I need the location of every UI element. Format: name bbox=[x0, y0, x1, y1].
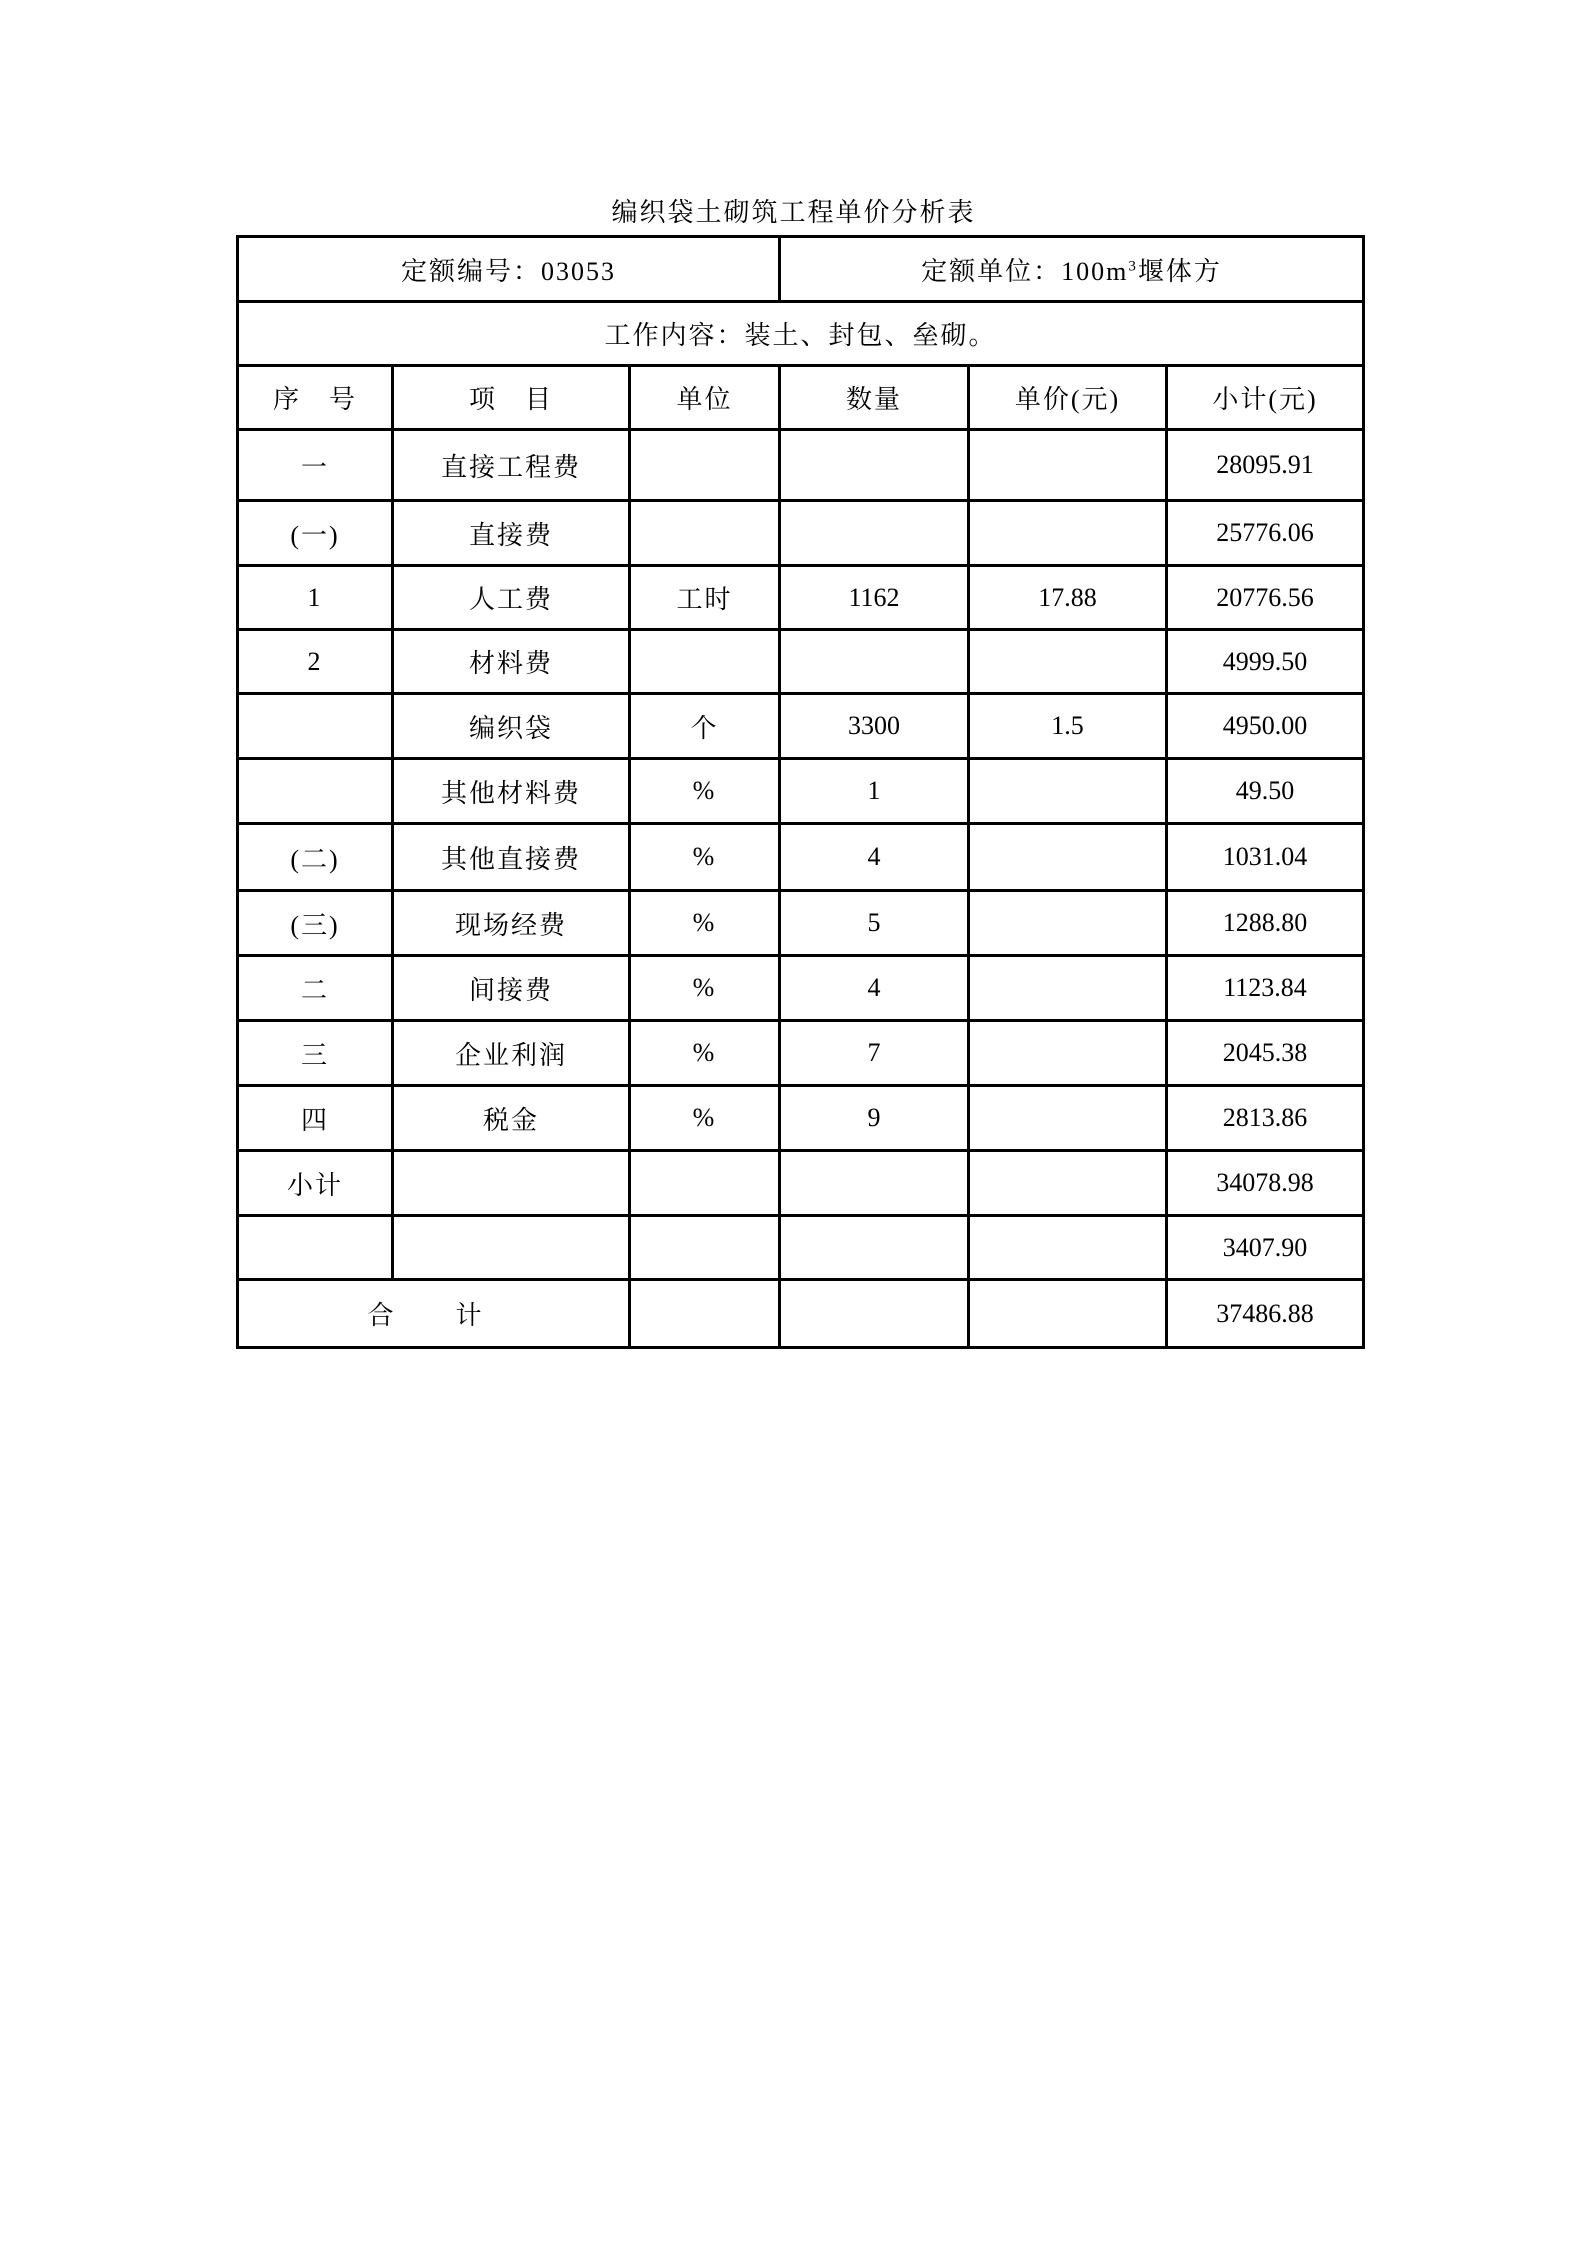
table-row bbox=[238, 824, 1364, 891]
cell-price bbox=[969, 1086, 1167, 1151]
cell-subtotal: 1288.80 bbox=[1167, 891, 1364, 956]
cell-unit: % bbox=[630, 891, 780, 956]
cell-item: 人工费 bbox=[393, 566, 630, 630]
quota-header-row bbox=[238, 237, 1364, 302]
total-unit bbox=[630, 1280, 780, 1348]
cell-seq: (二) bbox=[238, 824, 393, 891]
column-header-price: 单价(元) bbox=[969, 366, 1167, 430]
work-content-cell: 工作内容：装土、封包、垒砌。 bbox=[238, 302, 1364, 366]
cell-item: 其他直接费 bbox=[393, 824, 630, 891]
cell-seq: (一) bbox=[238, 501, 393, 566]
cell-unit: 工时 bbox=[630, 566, 780, 630]
cell-item: 企业利润 bbox=[393, 1021, 630, 1086]
table-row bbox=[238, 759, 1364, 824]
cell-unit: % bbox=[630, 956, 780, 1021]
cell-item: 其他材料费 bbox=[393, 759, 630, 824]
cell-seq bbox=[238, 1216, 393, 1280]
column-header-item: 项 目 bbox=[393, 366, 630, 430]
cell-qty: 4 bbox=[780, 956, 969, 1021]
table-row bbox=[238, 430, 1364, 501]
table-row bbox=[238, 1151, 1364, 1216]
total-label: 合 计 bbox=[238, 1280, 630, 1348]
cell-unit bbox=[630, 630, 780, 694]
cell-unit bbox=[630, 430, 780, 501]
cell-qty bbox=[780, 1216, 969, 1280]
table-row bbox=[238, 566, 1364, 630]
cell-subtotal: 1123.84 bbox=[1167, 956, 1364, 1021]
total-subtotal: 37486.88 bbox=[1167, 1280, 1364, 1348]
quota-unit-suffix: 堰体方 bbox=[1137, 256, 1222, 286]
table-row bbox=[238, 891, 1364, 956]
quota-unit-prefix: 100m bbox=[1061, 256, 1129, 286]
cell-qty bbox=[780, 1151, 969, 1216]
table-row bbox=[238, 501, 1364, 566]
cell-price bbox=[969, 956, 1167, 1021]
cell-item: 编织袋 bbox=[393, 694, 630, 759]
cell-subtotal: 2813.86 bbox=[1167, 1086, 1364, 1151]
cell-price bbox=[969, 1151, 1167, 1216]
total-qty bbox=[780, 1280, 969, 1348]
cell-qty bbox=[780, 630, 969, 694]
cell-subtotal: 28095.91 bbox=[1167, 430, 1364, 501]
cell-qty: 9 bbox=[780, 1086, 969, 1151]
cell-price bbox=[969, 430, 1167, 501]
cell-seq: 一 bbox=[238, 430, 393, 501]
cell-unit: % bbox=[630, 1021, 780, 1086]
table-row bbox=[238, 1086, 1364, 1151]
cell-qty: 3300 bbox=[780, 694, 969, 759]
cell-unit: % bbox=[630, 824, 780, 891]
cell-price bbox=[969, 1021, 1167, 1086]
cell-seq: (三) bbox=[238, 891, 393, 956]
cell-item: 材料费 bbox=[393, 630, 630, 694]
cell-qty bbox=[780, 501, 969, 566]
table-row bbox=[238, 630, 1364, 694]
table-row bbox=[238, 956, 1364, 1021]
cell-subtotal: 3407.90 bbox=[1167, 1216, 1364, 1280]
cell-price bbox=[969, 891, 1167, 956]
cell-qty: 1162 bbox=[780, 566, 969, 630]
cell-item: 直接工程费 bbox=[393, 430, 630, 501]
quota-number-value: 03053 bbox=[541, 256, 616, 286]
cell-subtotal: 20776.56 bbox=[1167, 566, 1364, 630]
table-row bbox=[238, 1216, 1364, 1280]
cell-seq bbox=[238, 694, 393, 759]
cell-qty: 5 bbox=[780, 891, 969, 956]
page-title: 编织袋土砌筑工程单价分析表 bbox=[611, 198, 976, 228]
cell-qty: 1 bbox=[780, 759, 969, 824]
cell-price bbox=[969, 630, 1167, 694]
cell-subtotal: 4999.50 bbox=[1167, 630, 1364, 694]
cell-price: 17.88 bbox=[969, 566, 1167, 630]
cell-seq: 1 bbox=[238, 566, 393, 630]
column-header-unit: 单位 bbox=[630, 366, 780, 430]
cell-item: 间接费 bbox=[393, 956, 630, 1021]
cell-seq: 小计 bbox=[238, 1151, 393, 1216]
quota-unit-exponent: 3 bbox=[1128, 257, 1138, 274]
total-row bbox=[238, 1280, 1364, 1348]
cell-subtotal: 2045.38 bbox=[1167, 1021, 1364, 1086]
cell-price bbox=[969, 759, 1167, 824]
cell-unit bbox=[630, 1151, 780, 1216]
cell-seq: 二 bbox=[238, 956, 393, 1021]
cell-unit: % bbox=[630, 1086, 780, 1151]
cell-price: 1.5 bbox=[969, 694, 1167, 759]
cell-unit: 个 bbox=[630, 694, 780, 759]
cell-subtotal: 25776.06 bbox=[1167, 501, 1364, 566]
cell-unit bbox=[630, 1216, 780, 1280]
cell-qty bbox=[780, 430, 969, 501]
cell-qty: 4 bbox=[780, 824, 969, 891]
table-row bbox=[238, 694, 1364, 759]
cell-item bbox=[393, 1151, 630, 1216]
unit-price-analysis-table bbox=[236, 235, 1365, 1349]
cell-subtotal: 49.50 bbox=[1167, 759, 1364, 824]
cell-item: 直接费 bbox=[393, 501, 630, 566]
total-price bbox=[969, 1280, 1167, 1348]
quota-unit-cell bbox=[780, 237, 1364, 302]
cell-price bbox=[969, 1216, 1167, 1280]
cell-subtotal: 34078.98 bbox=[1167, 1151, 1364, 1216]
cell-subtotal: 1031.04 bbox=[1167, 824, 1364, 891]
cell-qty: 7 bbox=[780, 1021, 969, 1086]
work-content-row bbox=[238, 302, 1364, 366]
quota-number-label: 定额编号： bbox=[400, 256, 541, 286]
cell-price bbox=[969, 824, 1167, 891]
cell-unit bbox=[630, 501, 780, 566]
cell-seq: 2 bbox=[238, 630, 393, 694]
column-header-qty: 数量 bbox=[780, 366, 969, 430]
quota-number-cell bbox=[238, 237, 780, 302]
cell-price bbox=[969, 501, 1167, 566]
column-header-subtotal: 小计(元) bbox=[1167, 366, 1364, 430]
column-header-row bbox=[238, 366, 1364, 430]
cell-item bbox=[393, 1216, 630, 1280]
cell-item: 税金 bbox=[393, 1086, 630, 1151]
table-row bbox=[238, 1021, 1364, 1086]
cell-unit: % bbox=[630, 759, 780, 824]
cell-item: 现场经费 bbox=[393, 891, 630, 956]
column-header-seq: 序 号 bbox=[238, 366, 393, 430]
quota-unit-label: 定额单位： bbox=[921, 256, 1062, 286]
cell-seq: 四 bbox=[238, 1086, 393, 1151]
cell-seq: 三 bbox=[238, 1021, 393, 1086]
cell-seq bbox=[238, 759, 393, 824]
cell-subtotal: 4950.00 bbox=[1167, 694, 1364, 759]
